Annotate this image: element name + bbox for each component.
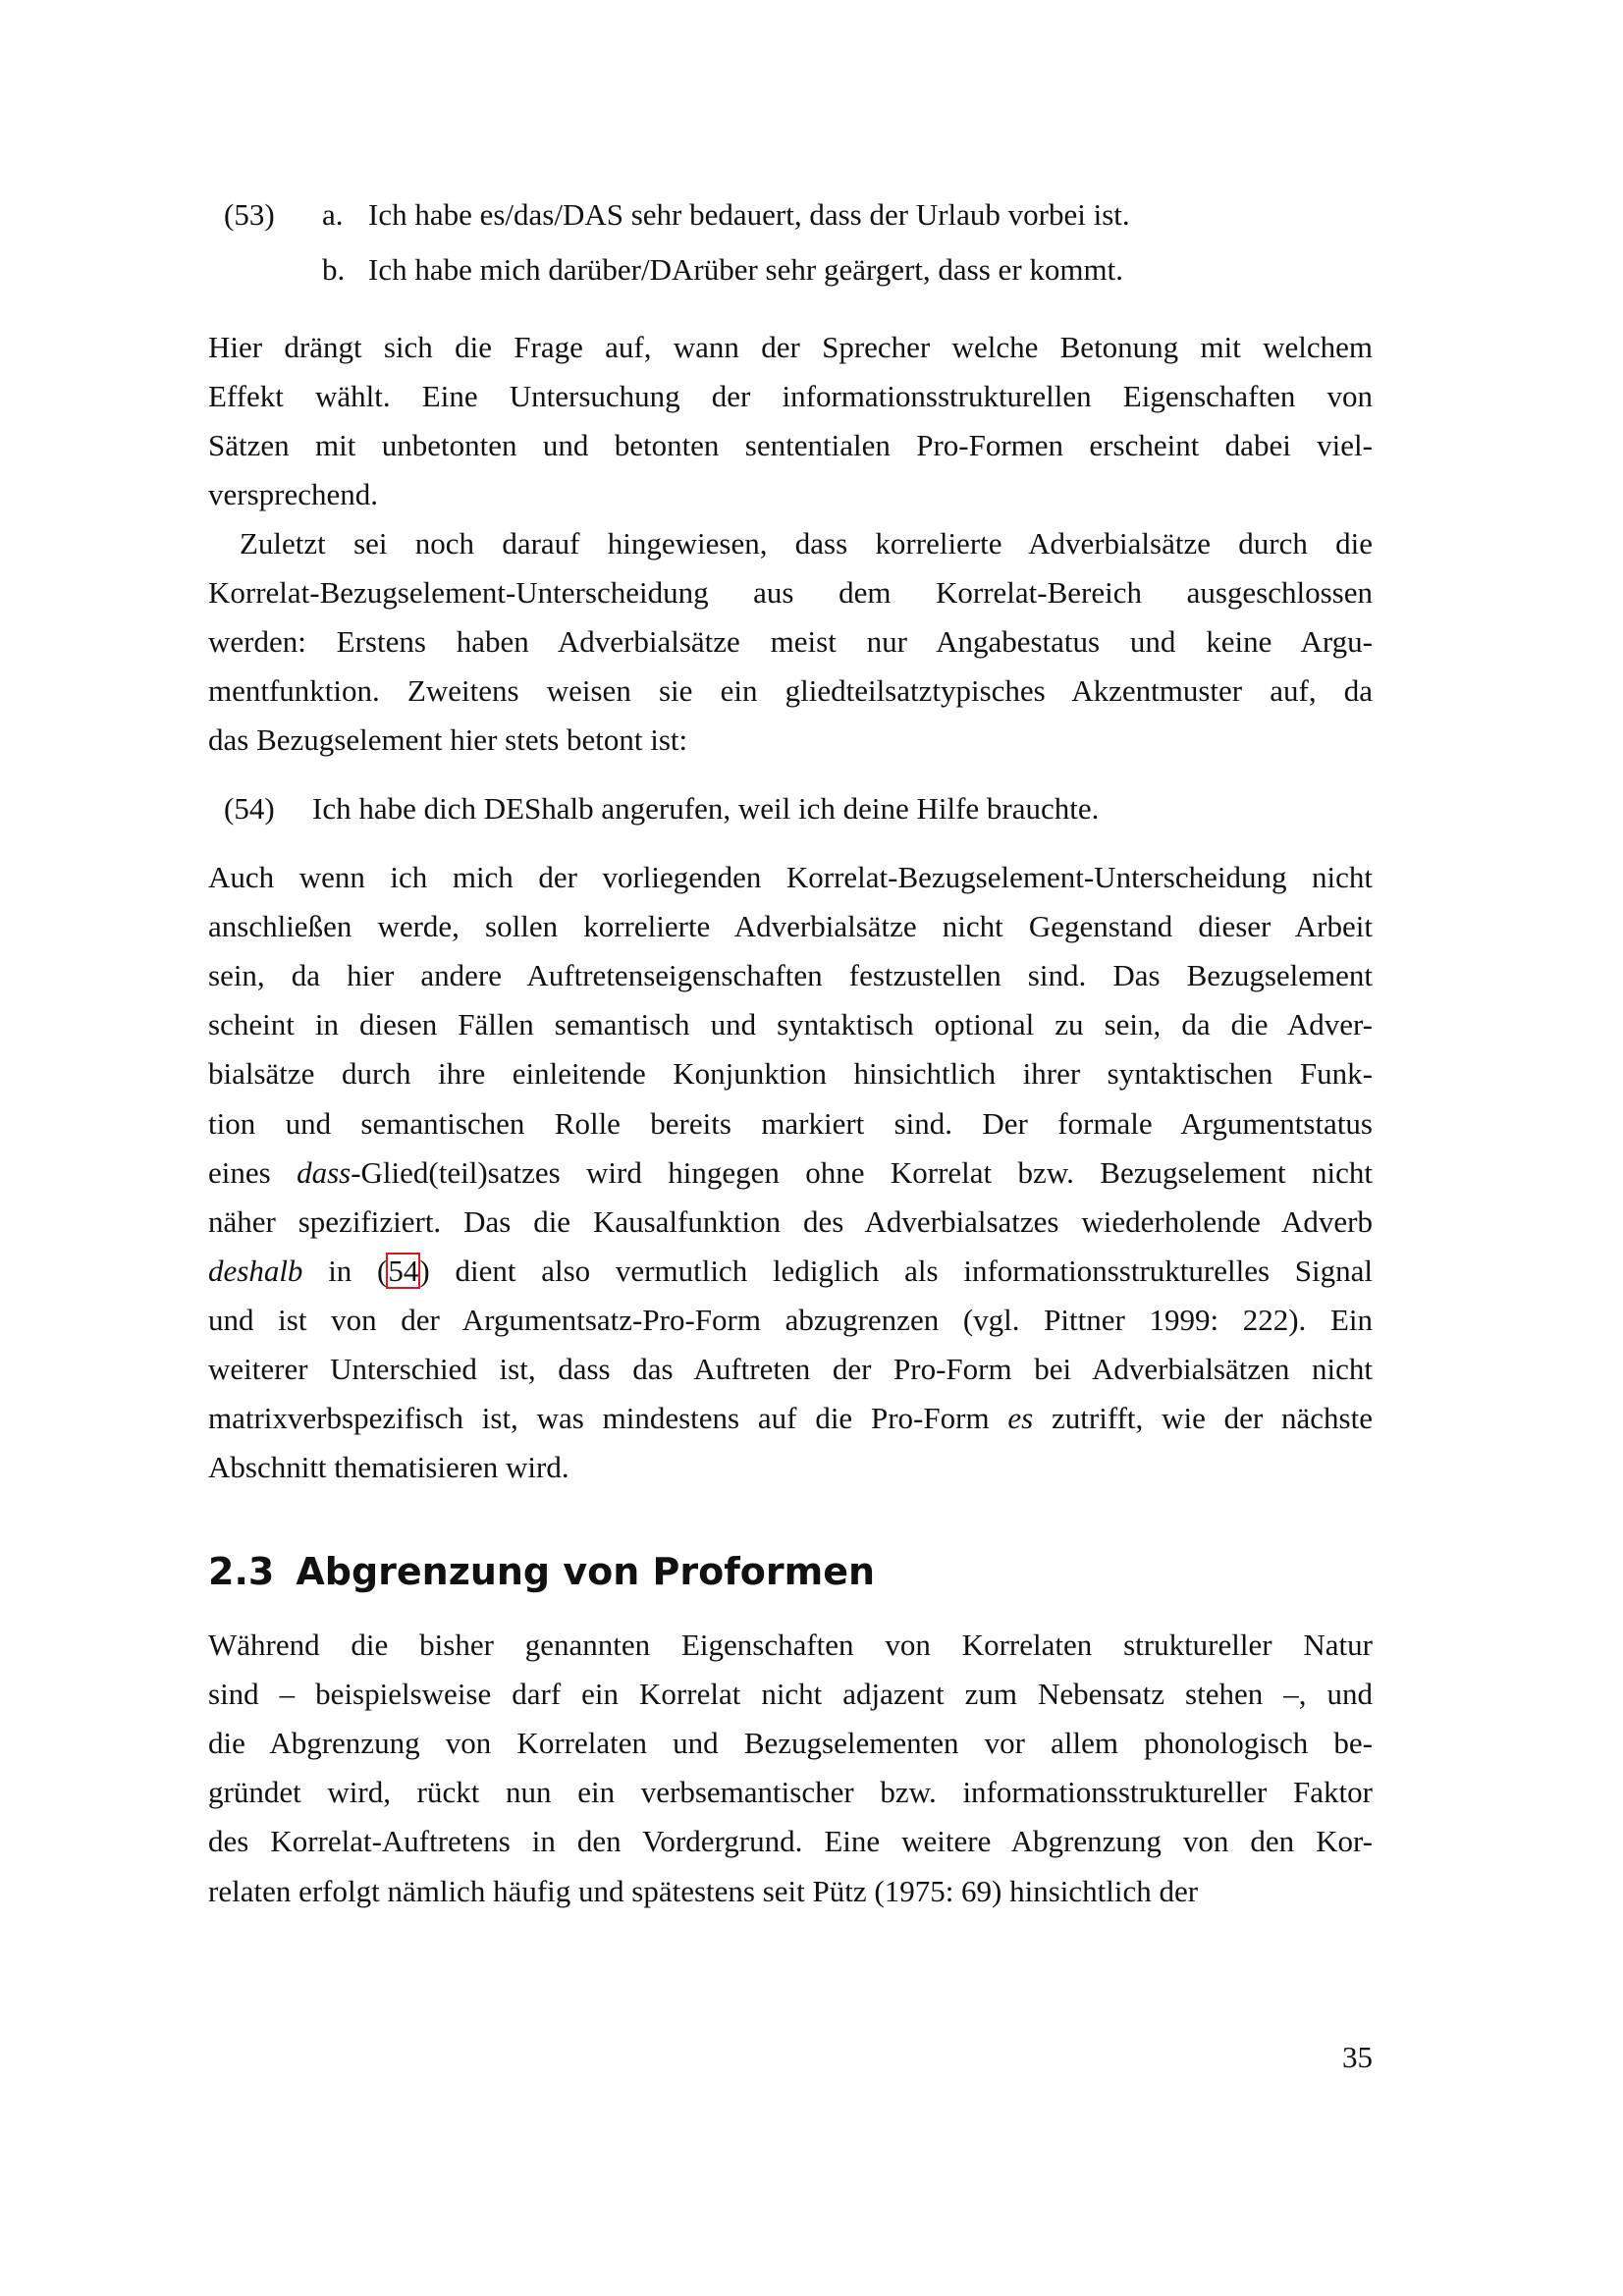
page-number: 35 — [1342, 2040, 1373, 2074]
text-line — [208, 1867, 1373, 1916]
text-line — [208, 902, 1373, 951]
italic-term: es — [1007, 1401, 1034, 1436]
example-text: Ich habe mich darüber/DArüber sehr geärgert, dass er kommt. — [368, 252, 1123, 287]
text-line — [208, 568, 1373, 617]
text-line — [208, 1296, 1373, 1345]
text-segment: ) dient also vermutlich lediglich als informationsstrukturelles Signal — [419, 1253, 1373, 1288]
text-segment: werden: Erstens haben Adverbialsätze meist nur Angabestatus und keine Argu- — [208, 624, 1373, 660]
text-segment: das Bezugselement hier stets betont ist: — [208, 722, 688, 758]
example-label: b. — [322, 252, 346, 287]
section-heading — [208, 1547, 875, 1596]
example-reference-link[interactable]: 54 — [388, 1253, 419, 1288]
text-line — [208, 716, 1373, 765]
text-segment: Abschnitt thematisieren wird. — [208, 1450, 569, 1485]
text-segment: versprechend. — [208, 477, 378, 512]
text-segment: Auch wenn ich mich der vorliegenden Korrelat-Bezugselement-Unterscheidung nicht — [208, 860, 1373, 894]
text-segment: tion und semantischen Rolle bereits markiert sind. Der formale Argumentstatus — [208, 1105, 1373, 1141]
text-line — [208, 1443, 1373, 1492]
text-segment: zutrifft, wie der nächste — [1033, 1401, 1373, 1436]
example-text: Ich habe dich DEShalb angerufen, weil ich deine Hilfe brauchte. — [312, 791, 1100, 826]
text-line — [208, 323, 1373, 372]
text-segment: näher spezifiziert. Das die Kausalfunktion des Adverbialsatzes wiederholende Adverb — [208, 1203, 1373, 1239]
text-segment: Zuletzt sei noch darauf hingewiesen, dass korrelierte Adverbialsätze durch die — [240, 526, 1373, 561]
text-segment: sein, da hier andere Auftretenseigenschaften festzustellen sind. Das Bezugselement — [208, 958, 1373, 993]
text-segment: Hier drängt sich die Frage auf, wann der Sprecher welche Betonung mit welchem — [208, 330, 1373, 364]
text-segment: in ( — [302, 1253, 388, 1288]
text-segment: sind – beispielsweise darf ein Korrelat nicht adjazent zum Nebensatz stehen –, und — [208, 1677, 1373, 1712]
text-line — [208, 617, 1373, 667]
text-line — [208, 1345, 1373, 1394]
text-line — [240, 519, 1373, 568]
text-segment: Sätzen mit unbetonten und betonten sententialen Pro-Formen erscheint dabei viel- — [208, 428, 1373, 463]
text-segment: die Abgrenzung von Korrelaten und Bezugselementen vor allem phonologisch be- — [208, 1726, 1373, 1761]
example-label: a. — [322, 197, 344, 232]
example-number: (53) — [224, 197, 275, 232]
text-line — [208, 1670, 1373, 1719]
section-number: 2.3 — [208, 1550, 275, 1593]
section-title: Abgrenzung von Proformen — [296, 1550, 876, 1593]
italic-term: deshalb — [208, 1253, 303, 1288]
text-line — [208, 1394, 1373, 1443]
text-line — [208, 421, 1373, 470]
text-line — [208, 853, 1373, 902]
text-line — [208, 1148, 1373, 1198]
example-text: Ich habe es/das/DAS sehr bedauert, dass der Urlaub vorbei ist. — [368, 197, 1130, 232]
text-segment: Während die bisher genannten Eigenschaften von Korrelaten struktureller Natur — [208, 1628, 1373, 1662]
text-line — [208, 1817, 1373, 1866]
text-segment: matrixverbspezifisch ist, was mindestens auf die Pro-Form — [208, 1401, 1008, 1436]
text-segment: des Korrelat-Auftretens in den Vordergrund. Eine weitere Abgrenzung von den Kor- — [208, 1824, 1373, 1859]
text-segment: bialsätze durch ihre einleitende Konjunktion hinsichtlich ihrer syntaktischen Funk- — [208, 1056, 1373, 1092]
text-segment: Korrelat-Bezugselement-Unterscheidung aus dem Korrelat-Bereich ausgeschlossen — [208, 575, 1373, 611]
text-line — [208, 1719, 1373, 1768]
text-segment: weiterer Unterschied ist, dass das Auftreten der Pro-Form bei Adverbialsätzen nicht — [208, 1352, 1373, 1386]
text-line — [208, 1049, 1373, 1098]
text-segment: eines — [208, 1154, 298, 1190]
text-segment: -Glied(teil)satzes wird hingegen ohne Korrelat bzw. Bezugselement nicht — [351, 1154, 1373, 1190]
text-segment: Effekt wählt. Eine Untersuchung der informationsstrukturellen Eigenschaften von — [208, 379, 1373, 414]
text-line — [208, 1247, 1373, 1296]
text-line — [208, 1000, 1373, 1049]
text-segment: und ist von der Argumentsatz-Pro-Form abzugrenzen (vgl. Pittner 1999: 222). Ein — [208, 1302, 1373, 1337]
text-line — [208, 372, 1373, 421]
text-segment: anschließen werde, sollen korrelierte Adverbialsätze nicht Gegenstand dieser Arbeit — [208, 909, 1373, 944]
text-line — [208, 1768, 1373, 1817]
text-line — [208, 951, 1373, 1000]
text-segment: gründet wird, rückt nun ein verbsemantischer bzw. informationsstruktureller Faktor — [208, 1775, 1373, 1810]
text-line — [208, 1621, 1373, 1670]
italic-term: dass — [297, 1154, 352, 1190]
text-line — [208, 470, 1373, 519]
example-number: (54) — [224, 791, 275, 826]
text-segment: mentfunktion. Zweitens weisen sie ein gliedteilsatztypisches Akzentmuster auf, da — [208, 673, 1373, 709]
text-segment: scheint in diesen Fällen semantisch und syntaktisch optional zu sein, da die Adver- — [208, 1007, 1373, 1042]
text-segment: relaten erfolgt nämlich häufig und spätestens seit Pütz (1975: 69) hinsichtlich der — [208, 1873, 1199, 1908]
text-line — [208, 1198, 1373, 1247]
text-line — [208, 667, 1373, 716]
text-line — [208, 1099, 1373, 1148]
